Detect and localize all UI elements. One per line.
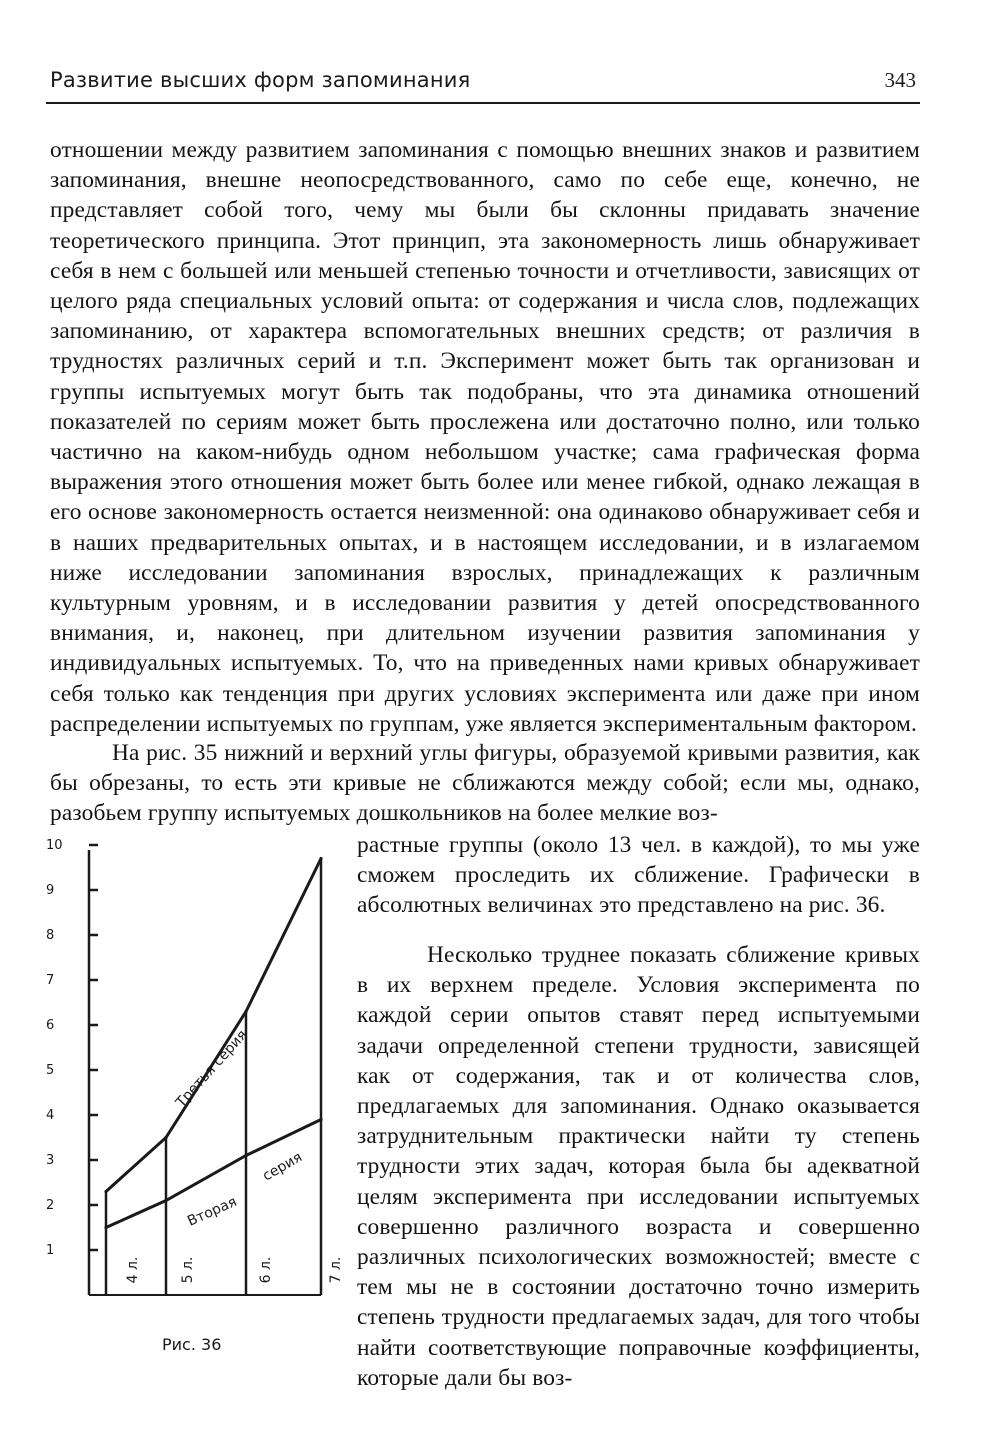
y-tick-label: 2 bbox=[46, 1198, 55, 1213]
y-tick-label: 10 bbox=[46, 838, 63, 853]
paragraph-2: На рис. 35 нижний и верхний углы фигуры, образуемой кривыми развития, как бы обрезаны, то есть эти кривые не сближаются между собой; если мы, однако, разобьем группу испытуемых дошкольников на более мелкие воз- bbox=[50, 740, 920, 827]
y-tick-label: 9 bbox=[46, 883, 55, 898]
series-label-word: серия bbox=[260, 1149, 305, 1185]
figure-36 bbox=[30, 830, 350, 1370]
y-tick-label: 7 bbox=[46, 973, 55, 988]
page-number: 343 bbox=[884, 68, 916, 92]
paragraph-4: Несколько труднее показать сближение кривых в их верхнем пределе. Условия эксперимента по каждой серии опытов ставят перед испытуемыми задачи определенной степени трудности, зависящей как от содержания, так и от количества слов, предлагаемых для запоминания. Однако оказывается затруднительным практически найти ту степень трудности этих задач, которая была бы адекватной целям эксперимента при исследовании испытуемых совершенно различного возраста и совершенно различных психологических возможностей; вместе с тем мы не в состоянии достаточно точно измерить степень трудности предлагаемых задач, для того чтобы найти соответствующие поправочные коэффициенты, которые дали бы воз- bbox=[357, 942, 920, 1391]
running-head bbox=[46, 62, 920, 104]
series-label-second: Вторая bbox=[185, 1193, 240, 1230]
age-label: 4 л. bbox=[125, 1256, 141, 1284]
data-point-second bbox=[164, 1199, 167, 1202]
y-tick-label: 4 bbox=[46, 1108, 55, 1123]
data-point-second bbox=[244, 1154, 247, 1157]
series-label-third: Третья серия bbox=[173, 1027, 251, 1111]
y-tick-label: 3 bbox=[46, 1153, 55, 1168]
age-label: 5 л. bbox=[180, 1256, 196, 1284]
chart-svg bbox=[30, 830, 350, 1330]
paragraph-3: растные группы (около 13 чел. в каждой), то мы уже сможем проследить их сближение. Графически в абсолютных величинах это представлено на рис. 36. bbox=[357, 832, 920, 919]
paragraph-1: отношении между развитием запоминания с помощью внешних знаков и развитием запоминания, внешне неопосредствованного, само по себе еще, конечно, не представляет собой того, чему мы были бы склонны придавать значение теоретического принципа. Этот принцип, эта закономерность лишь обнаруживает себя в нем с большей или меньшей степенью точности и отчетливости, зависящих от целого ряда специальных условий опыта: от содержания и числа слов, подлежащих запоминанию, от характера вспомогательных внешних средств; от различия в трудностях различных серий и т.п. Эксперимент может быть так организован и группы испытуемых могут быть так подобраны, что эта динамика отношений показателей по сериям может быть прослежена или достаточно полно, или только частично на каком-нибудь одном небольшом участке; сама графическая форма выражения этого отношения может быть более или менее гибкой, однако лежащая в его основе закономерность остается неизменной: она одинаково обнаруживает себя и в наших предварительных опытах, и в настоящем исследовании, и в излагаемом ниже исследовании запоминания взрослых, принадлежащих к различным культурным уровням, и в исследовании развития у детей опосредствованного внимания, и, наконец, при длительном изучении развития запоминания у индивидуальных испытуемых. То, что на приведенных нами кривых обнаруживает себя только как тенденция при других условиях эксперимента или даже при ином распределении испытуемых по группам, уже является экспериментальным фактором. bbox=[50, 137, 920, 737]
y-tick-label: 1 bbox=[46, 1243, 55, 1258]
age-label: 7 л. bbox=[328, 1256, 344, 1284]
data-point-third bbox=[244, 1010, 247, 1013]
running-head-title: Развитие высших форм запоминания bbox=[50, 68, 471, 92]
data-point-second bbox=[104, 1226, 107, 1229]
y-tick-label: 8 bbox=[46, 928, 55, 943]
series-line-third bbox=[106, 859, 321, 1192]
data-point-second bbox=[319, 1118, 322, 1121]
y-tick-label: 6 bbox=[46, 1018, 55, 1033]
data-point-third bbox=[104, 1190, 107, 1193]
data-point-third bbox=[164, 1136, 167, 1139]
data-point-third bbox=[319, 857, 322, 860]
y-tick-label: 5 bbox=[46, 1063, 55, 1078]
figure-caption: Рис. 36 bbox=[162, 1335, 222, 1354]
age-label: 6 л. bbox=[258, 1256, 274, 1284]
